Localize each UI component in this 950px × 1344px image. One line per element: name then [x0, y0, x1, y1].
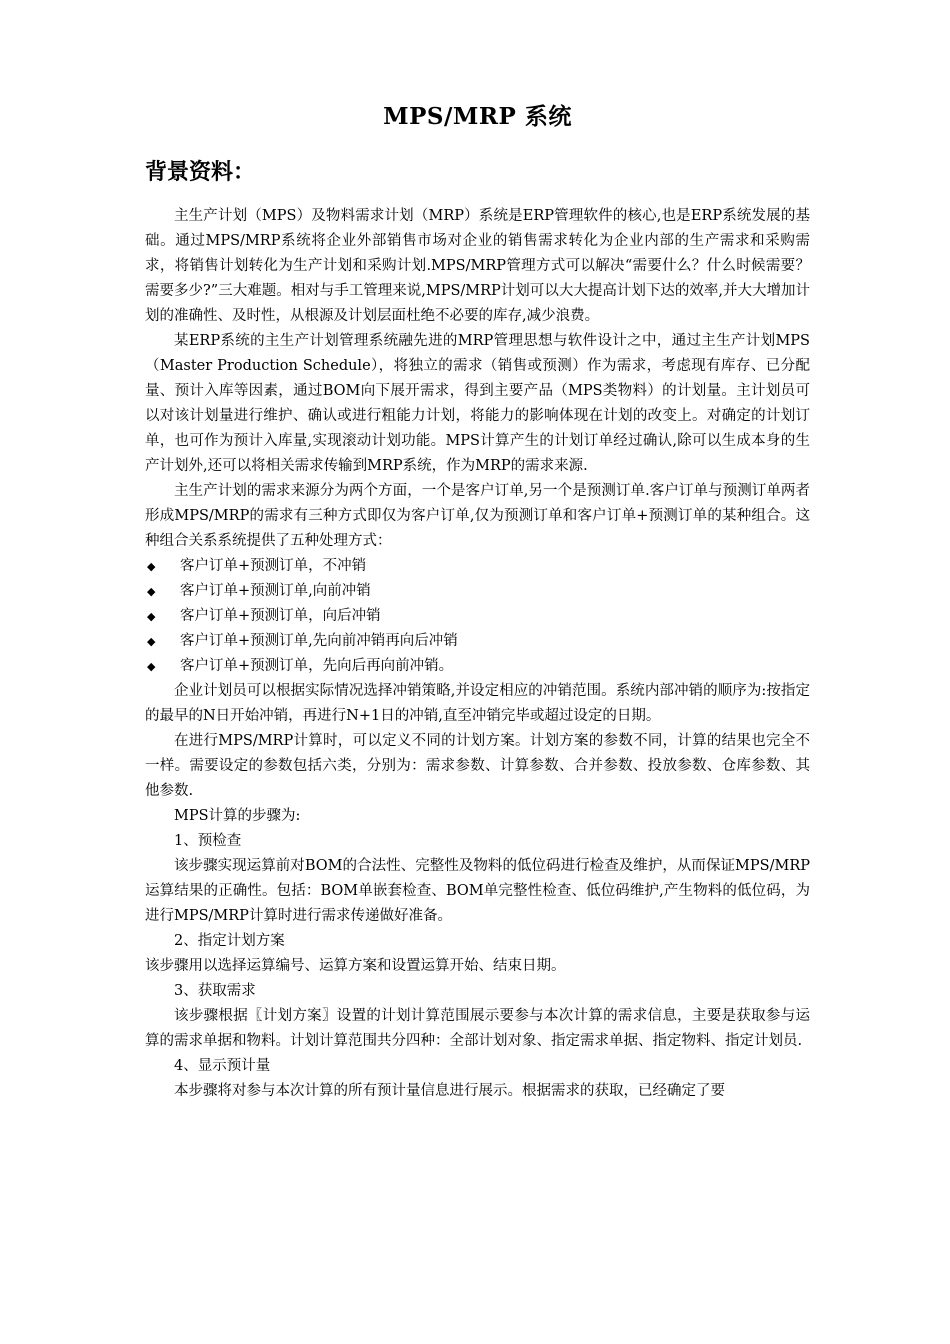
diamond-bullet-icon: ◆	[147, 660, 156, 673]
list-item-text: 客户订单+预测订单，不冲销	[180, 558, 367, 574]
intro-paragraph-1: 主生产计划（MPS）及物料需求计划（MRP）系统是ERP管理软件的核心,也是ERP系统发展的基础。通过MPS/MRP系统将企业外部销售市场对企业的销售需求转化为企业内部的生产需求和采购需求，将销售计划转化为生产计划和采购计划.MPS/MRP管理方式可以解决“需要什么？什么时候需要？需要多少?”三大难题。相对与手工管理来说,MPS/MRP计划可以大大提高计划下达的效率,并大大增加计划的准确性、及时性，从根源及计划层面杜绝不必要的库存,减少浪费。	[145, 208, 810, 324]
step-body-precheck: 该步骤实现运算前对BOM的合法性、完整性及物料的低位码进行检查及维护，从而保证MPS/MRP运算结果的正确性。包括：BOM单嵌套检查、BOM单完整性检查、低位码维护,产生物料的低位码，为进行MPS/MRP计算时进行需求传递做好准备。	[145, 858, 810, 924]
list-item-text: 客户订单+预测订单,向前冲销	[180, 583, 371, 599]
intro-paragraph-3: 主生产计划的需求来源分为两个方面，一个是客户订单,另一个是预测订单.客户订单与预测订单两者形成MPS/MRP的需求有三种方式即仅为客户订单,仅为预测订单和客户订单+预测订单的某种组合。这种组合关系系统提供了五种处理方式：	[145, 483, 810, 549]
plan-scheme-paragraph: 在进行MPS/MRP计算时，可以定义不同的计划方案。计划方案的参数不同，计算的结果也完全不一样。需要设定的参数包括六类，分别为：需求参数、计算参数、合并参数、投放参数、仓库参数、其他参数.	[145, 733, 810, 799]
intro-paragraph-2: 某ERP系统的主生产计划管理系统融先进的MRP管理思想与软件设计之中，通过主生产计划MPS（Master Production Schedule），将独立的需求（销售或预测）作为需求，考虑现有库存、已分配量、预计入库等因素，通过BOM向下展开需求，得到主要产品（MPS类物料）的计划量。主计划员可以对该计划量进行维护、确认或进行粗能力计划，将能力的影响体现在计划的改变上。对确定的计划订单，也可作为预计入库量,实现滚动计划功能。MPS计算产生的计划订单经过确认,除可以生成本身的生产计划外,还可以将相关需求传输到MRP系统，作为MRP的需求来源.	[145, 333, 810, 474]
step-body-show-forecast: 本步骤将对参与本次计算的所有预计量信息进行展示。根据需求的获取，已经确定了要	[174, 1083, 725, 1099]
diamond-bullet-icon: ◆	[147, 585, 156, 598]
document-page	[145, 100, 810, 1104]
step-title-get-demand: 3、获取需求	[174, 983, 256, 999]
diamond-bullet-icon: ◆	[147, 610, 156, 623]
list-item-text: 客户订单+预测订单，先向后再向前冲销。	[180, 658, 454, 674]
offset-order-paragraph: 企业计划员可以根据实际情况选择冲销策略,并设定相应的冲销范围。系统内部冲销的顺序为:按指定的最早的N日开始冲销，再进行N+1日的冲销,直至冲销完毕或超过设定的日期。	[145, 683, 810, 724]
diamond-bullet-icon: ◆	[147, 560, 156, 573]
step-title-precheck: 1、预检查	[174, 833, 242, 849]
list-item	[145, 604, 810, 629]
list-item-text: 客户订单+预测订单,先向前冲销再向后冲销	[180, 633, 458, 649]
mps-steps-intro: MPS计算的步骤为:	[174, 808, 301, 824]
list-item	[145, 629, 810, 654]
diamond-bullet-icon: ◆	[147, 635, 156, 648]
list-item-text: 客户订单+预测订单，向后冲销	[180, 608, 381, 624]
step-title-show-forecast: 4、显示预计量	[174, 1058, 271, 1074]
document-title: MPS/MRP 系统	[383, 103, 572, 130]
list-item	[145, 554, 810, 579]
offset-methods-list	[145, 554, 810, 679]
step-body-get-demand: 该步骤根据〖计划方案〗设置的计划计算范围展示要参与本次计算的需求信息，主要是获取参与运算的需求单据和物料。计划计算范围共分四种：全部计划对象、指定需求单据、指定物料、指定计划员.	[145, 1008, 810, 1049]
list-item	[145, 654, 810, 679]
step-body-plan-scheme: 该步骤用以选择运算编号、运算方案和设置运算开始、结束日期。	[145, 958, 566, 974]
step-title-plan-scheme: 2、指定计划方案	[174, 933, 285, 949]
list-item	[145, 579, 810, 604]
section-heading-background: 背景资料：	[145, 160, 256, 185]
